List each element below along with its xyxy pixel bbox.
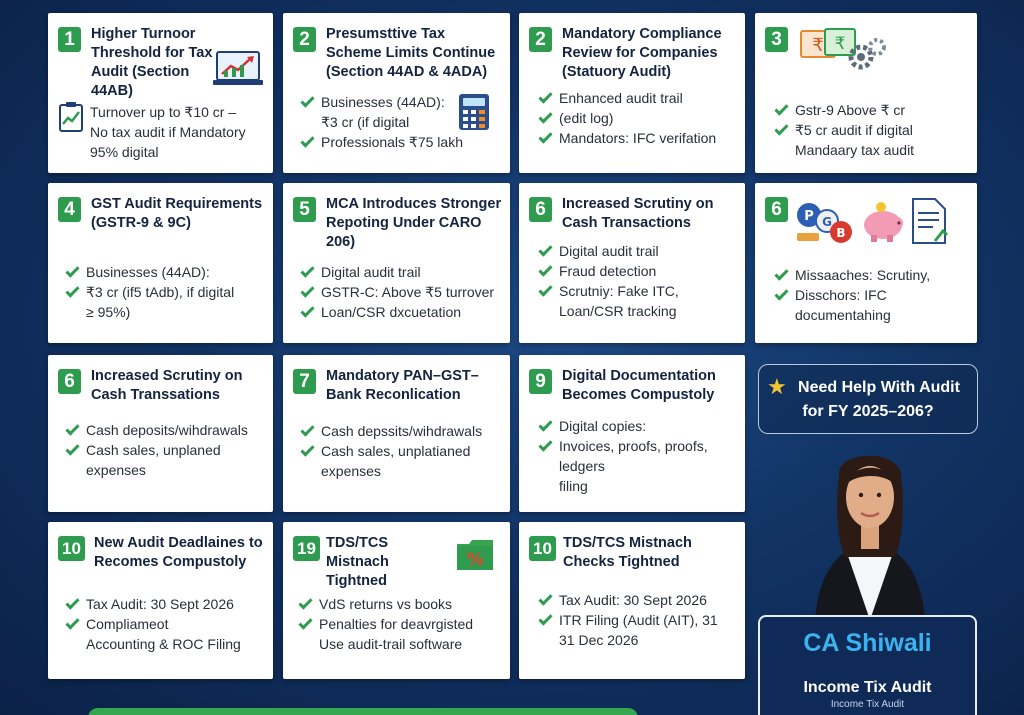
list-item: Digital audit trail [539, 241, 679, 261]
check-icon [65, 263, 79, 277]
presenter-photo [785, 445, 955, 620]
card-number-badge: 4 [58, 197, 81, 222]
card-title: Digital Documentation Becomes Compustoly [562, 368, 716, 403]
card-number-badge: 10 [529, 536, 556, 561]
list-item: Scrutniy: Fake ITC, [539, 281, 679, 301]
check-icon [538, 611, 552, 625]
card-title: New Audit Deadlaines to Recomes Compustoly [94, 535, 263, 570]
list-item: expenses [321, 463, 381, 479]
svg-text:%: % [466, 550, 484, 570]
check-icon [300, 133, 314, 147]
card-body [539, 88, 716, 148]
card-body [301, 421, 482, 481]
svg-text:₹: ₹ [834, 34, 846, 54]
list-item: ledgers [559, 458, 605, 474]
card-number-badge: 6 [765, 197, 788, 222]
check-icon [774, 286, 788, 300]
list-item: filing [559, 478, 588, 494]
card-cash-scrutiny-b [48, 355, 273, 512]
list-item: Disschors: IFC [775, 285, 930, 305]
percent-folder-icon [455, 538, 495, 572]
card-digital-documentation [519, 355, 745, 512]
check-icon [538, 89, 552, 103]
card-title: Higher Turnoor Threshold for Tax Audit (Section 44AB) [91, 26, 213, 99]
check-icon [538, 262, 552, 276]
check-icon [65, 421, 79, 435]
check-icon [538, 129, 552, 143]
card-audit-deadlines [48, 522, 273, 679]
list-item: ≥ 95%) [86, 304, 131, 320]
list-item: (edit log) [539, 108, 716, 128]
card-line: No tax audit if Mandatory [90, 124, 246, 140]
clipboard-chart-icon [58, 102, 84, 132]
card-number-badge: 2 [293, 27, 316, 52]
check-icon [300, 93, 314, 107]
list-item: Mandaary tax audit [795, 142, 915, 158]
list-item: ₹3 cr (if digital [321, 114, 410, 130]
card-number-badge: 1 [58, 27, 81, 52]
card-body [301, 262, 494, 322]
check-icon [300, 442, 314, 456]
card-gstr9-threshold [755, 13, 977, 173]
card-body [90, 102, 246, 162]
card-title: Mandatory Compliance Review for Companies (Statuory Audit) [562, 26, 722, 80]
card-title: MCA Introduces Stronger Repoting Under CARO 206) [326, 196, 502, 250]
list-item: ₹3 cr (if5 tAdb), if digital [66, 282, 234, 302]
list-item: Tax Audit: 30 Sept 2026 [66, 594, 241, 614]
check-icon [65, 283, 79, 297]
check-icon [65, 615, 79, 629]
list-item: expenses [86, 462, 146, 478]
check-icon [538, 282, 552, 296]
card-documentation-icons [755, 183, 977, 343]
check-icon [538, 591, 552, 605]
presenter-name: CA Shiwali [803, 629, 932, 657]
card-mca-caro [283, 183, 510, 343]
check-icon [300, 283, 314, 297]
gst-badges-icon [795, 199, 853, 245]
card-title: Mandatory PAN–GST–Bank Reconlication [326, 368, 479, 403]
card-number-badge: 19 [293, 536, 320, 561]
list-item: Missaaches: Scrutiny, [775, 265, 930, 285]
list-item: ITR Filing (Audit (AIT), 31 [539, 610, 718, 630]
check-icon [774, 121, 788, 135]
card-title: GST Audit Requirements (GSTR-9 & 9C) [91, 196, 263, 231]
list-item: Cash sales, unplatianed [301, 441, 482, 461]
list-item: Tax Audit: 30 Sept 2026 [539, 590, 718, 610]
card-body [539, 241, 679, 321]
list-item: Invoices, proofs, proofs, [539, 436, 708, 456]
svg-text:B: B [836, 226, 846, 240]
card-title: Increased Scrutiny on Cash Transactions [562, 196, 714, 231]
card-number-badge: 5 [293, 197, 316, 222]
check-icon [538, 242, 552, 256]
help-callout-line-1: Need Help With Audit [798, 379, 960, 396]
card-gst-audit [48, 183, 273, 343]
list-item: Fraud detection [539, 261, 679, 281]
document-icon [909, 197, 949, 245]
presenter-name-card [758, 615, 977, 715]
list-item: documentahing [795, 307, 891, 323]
list-item: Cash deposits/wihdrawals [66, 420, 248, 440]
list-item: GSTR-C: Above ₹5 turrover [301, 282, 494, 302]
card-presumptive-scheme [283, 13, 510, 173]
card-body [66, 262, 234, 322]
svg-text:₹: ₹ [812, 35, 824, 56]
star-icon: ★ [767, 374, 787, 399]
list-item: Professionals ₹75 lakh [301, 132, 463, 152]
card-body [299, 594, 473, 654]
card-line: Turnover up to ₹10 cr – [90, 104, 237, 120]
card-title: Presumsttive Tax Scheme Limits Continue (Section 44AD & 4ADA) [326, 26, 496, 80]
card-number-badge: 6 [58, 369, 81, 394]
check-icon [298, 595, 312, 609]
list-item: Enhanced audit trail [539, 88, 716, 108]
growth-chart-laptop-icon [213, 49, 263, 89]
list-item: Cash depssits/wihdrawals [301, 421, 482, 441]
card-tds-tcs-checks [519, 522, 745, 679]
card-title: Increased Scrutiny on Cash Transsations [91, 368, 243, 403]
card-number-badge: 3 [765, 27, 788, 52]
list-item: Mandators: IFC verifation [539, 128, 716, 148]
card-body [775, 265, 930, 325]
contact-bar[interactable] [88, 708, 638, 715]
check-icon [538, 109, 552, 123]
list-item: Accounting & ROC Filing [86, 636, 241, 652]
list-item: Cash sales, unplaned [66, 440, 248, 460]
list-item: VdS returns vs books [299, 594, 473, 614]
svg-text:G: G [822, 215, 832, 229]
list-item: Loan/CSR dxcuetation [301, 302, 494, 322]
check-icon [300, 422, 314, 436]
card-number-badge: 10 [58, 536, 85, 561]
card-number-badge: 6 [529, 197, 552, 222]
svg-text:P: P [804, 209, 814, 224]
list-item: Use audit-trail software [319, 636, 463, 652]
check-icon [538, 417, 552, 431]
list-item: 31 Dec 2026 [559, 632, 639, 648]
check-icon [65, 595, 79, 609]
check-icon [298, 615, 312, 629]
card-pan-gst-bank [283, 355, 510, 512]
check-icon [300, 303, 314, 317]
card-body [301, 92, 463, 152]
card-body [539, 416, 708, 496]
card-cash-scrutiny-a [519, 183, 745, 343]
list-item: Businesses (44AD): [66, 262, 234, 282]
rupee-notes-gears-icon [799, 25, 887, 71]
piggy-bank-icon [859, 201, 907, 243]
card-body [66, 420, 248, 480]
card-number-badge: 7 [293, 369, 316, 394]
card-tds-tcs-mismatch [283, 522, 510, 679]
card-compliance-review [519, 13, 745, 173]
presenter-title: Income Tix Audit [803, 679, 932, 696]
card-number-badge: 9 [529, 369, 552, 394]
card-line: 95% digital [90, 144, 159, 160]
list-item: Loan/CSR tracking [559, 303, 677, 319]
list-item: Businesses (44AD): [301, 92, 463, 112]
card-turnover-threshold [48, 13, 273, 173]
check-icon [538, 437, 552, 451]
check-icon [300, 263, 314, 277]
card-body [66, 594, 241, 654]
check-icon [65, 441, 79, 455]
list-item: Compliameot [66, 614, 241, 634]
list-item: Digital audit trail [301, 262, 494, 282]
check-icon [774, 101, 788, 115]
card-number-badge: 2 [529, 27, 552, 52]
card-title: TDS/TCS Mistnach Checks Tightned [563, 535, 692, 570]
list-item: Penalties for deavrgisted [299, 614, 473, 634]
check-icon [774, 266, 788, 280]
card-body [775, 100, 914, 160]
card-title: TDS/TCS Mistnach Tightned [326, 535, 389, 589]
list-item: ₹5 cr audit if digital [775, 120, 914, 140]
presenter-subtitle: Income Tix Audit [830, 699, 905, 710]
help-callout-line-2: for FY 2025–206? [802, 403, 934, 420]
list-item: Digital copies: [539, 416, 708, 436]
help-callout[interactable] [758, 364, 978, 434]
list-item: Gstr-9 Above ₹ cr [775, 100, 914, 120]
card-body [539, 590, 718, 650]
